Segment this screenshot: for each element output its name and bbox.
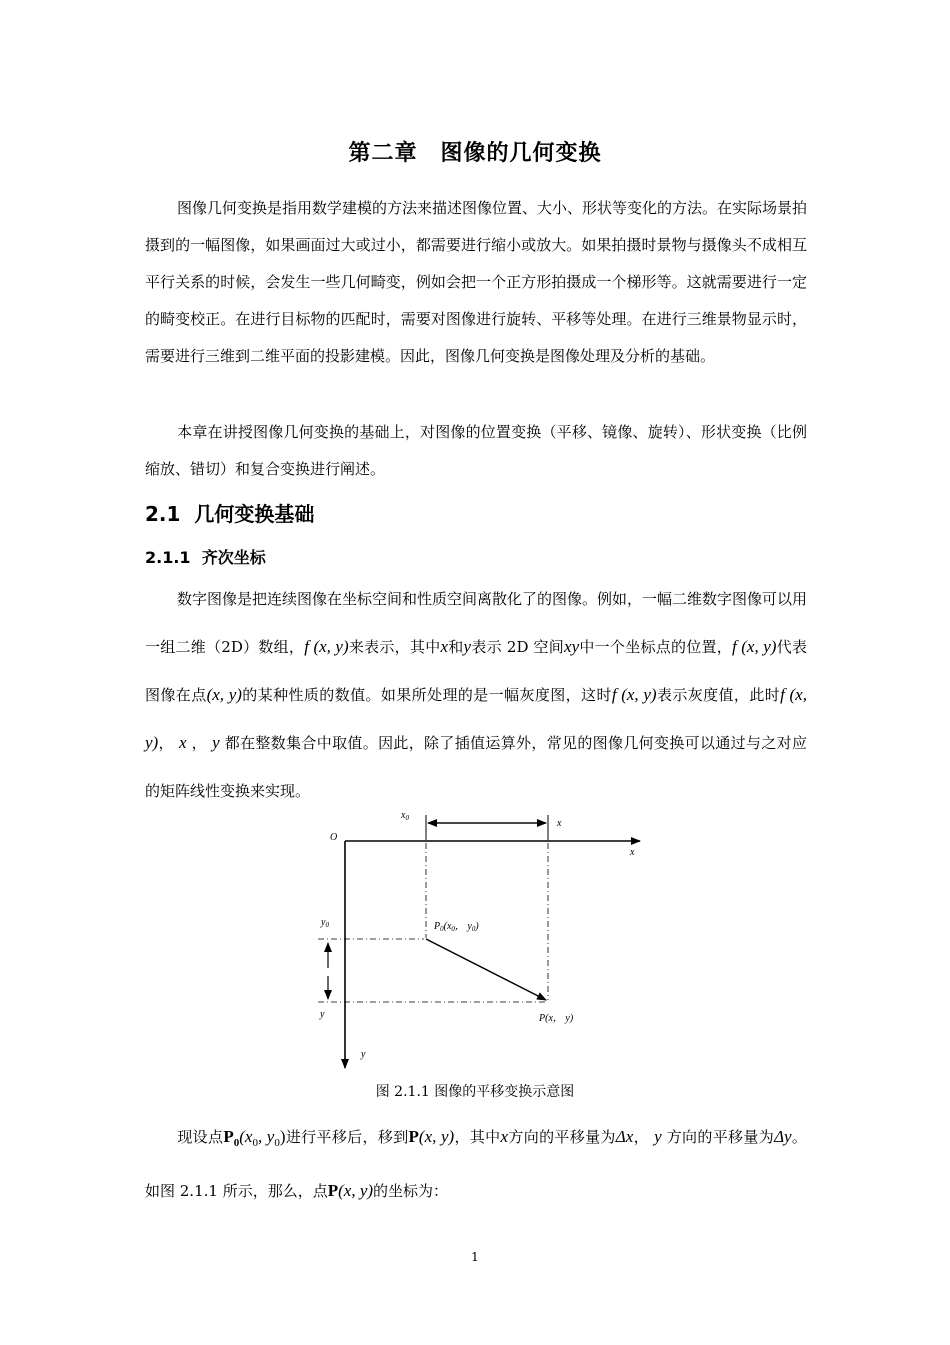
p4-math-p0-sub2: 0	[274, 1137, 280, 1149]
p4-text-5: ，	[633, 1128, 649, 1146]
label-y0-main: y	[321, 917, 326, 928]
figure-caption: 图 2.1.1 图像的平移变换示意图	[375, 1084, 575, 1100]
label-p0-sub: 0	[440, 925, 444, 933]
p4-math-p2-coords: (x, y)	[338, 1181, 374, 1200]
intro-paragraph-1-text: 图像几何变换是指用数学建模的方法来描述图像位置、大小、形状等变化的方法。在实际场景拍摄到的一幅图像，如果画面过大或过小，都需要进行缩小或放大。如果拍摄时景物与摄像头不成相互平行关系的时候，会发生一些几何畸变，例如会把一个正方形拍摄成一个梯形等。这就需要进行一定的畸变校正。在进行目标物的匹配时，需要对图像进行旋转、平移等处理。在进行三维景物显示时，需要进行三维到二维平面的投影建模。因此，图像几何变换是图像处理及分析的基础。	[145, 199, 808, 365]
p4-math-p0-mid: , y	[257, 1127, 275, 1146]
p4-math-P2: P	[327, 1181, 339, 1200]
p4-math-p0-coords: (x	[239, 1127, 253, 1146]
p3-math-point: (x, y)	[206, 685, 242, 704]
label-p0-coords-b: 0	[451, 925, 455, 933]
p3-text-11: 都在整数集合中取值。因此，除了插值运算外，常见的图像几何变换可以通过与之对应的矩阵线性变换来实现。	[145, 734, 807, 800]
p4-math-dx: Δx	[615, 1127, 634, 1146]
p3-math-xy: xy	[564, 637, 580, 656]
p3-math-f1: f (x, y)	[304, 637, 349, 656]
intro-paragraph-2-text: 本章在讲授图像几何变换的基础上，对图像的位置变换（平移、镜像、旋转）、形状变换（比例缩放、错切）和复合变换进行阐述。	[145, 423, 807, 478]
label-p0	[433, 921, 479, 933]
section-number: 2.1	[145, 502, 181, 526]
subsection-title: 齐次坐标	[201, 548, 266, 567]
label-p0-main: P	[434, 921, 441, 932]
p4-math-dy: Δy	[774, 1127, 792, 1146]
p4-text-8: 的坐标为：	[373, 1182, 449, 1200]
p4-text-4: 方向的平移量为	[508, 1128, 616, 1146]
p4-text-7: 。如图 2.1.1 所示，那么，点	[145, 1128, 807, 1200]
p3-text-4: 表示 2D 空间	[471, 638, 565, 656]
label-x0-sub: 0	[405, 814, 409, 822]
subsection-number: 2.1.1	[145, 548, 191, 567]
p3-text-10: ，	[191, 734, 207, 752]
p3-text-1: 数字图像是把连续图像在坐标空间和性质空间离散化了的图像。例如，一幅二维数字图像可以用一组二维（2D）数组，	[145, 590, 808, 656]
p4-math-P0: P	[223, 1127, 234, 1146]
p3-text-2: 来表示，其中	[348, 638, 441, 656]
intro-paragraph-1	[145, 190, 807, 375]
p4-text-2: 进行平移后，移到	[285, 1128, 409, 1146]
p3-math-x2: x	[179, 733, 187, 752]
p3-math-x: x	[440, 637, 449, 656]
intro-paragraph-2	[145, 414, 807, 488]
p4-math-P0-sub: 0	[233, 1137, 240, 1149]
p3-text-5: 中一个坐标点的位置，	[579, 638, 733, 656]
p3-text-9: ，	[158, 734, 174, 752]
p3-math-f2: f (x, y)	[732, 637, 777, 656]
p3-math-f3: f (x, y)	[611, 685, 657, 704]
translation-diagram	[300, 805, 660, 1075]
chapter-title: 第二章 图像的几何变换	[348, 141, 602, 166]
label-y0-sub: 0	[325, 921, 329, 929]
label-y0	[320, 917, 329, 929]
p4-text-6: 方向的平移量为	[666, 1128, 775, 1146]
translation-paragraph	[145, 1113, 807, 1215]
p4-math-P: P	[408, 1127, 419, 1146]
label-p0-coords-a: (x	[443, 921, 452, 932]
p3-math-y2: y	[212, 733, 220, 752]
p3-text-6: 代表图像在点	[145, 638, 807, 704]
label-y: y	[320, 1009, 325, 1020]
p3-text-7: 的某种性质的数值。如果所处理的是一幅灰度图，这时	[241, 686, 612, 704]
p3-text-8: 表示灰度值，此时	[656, 686, 781, 704]
p4-math-p0-end: )	[279, 1127, 286, 1146]
p3-math-y: y	[463, 637, 472, 656]
p4-math-y: y	[654, 1127, 662, 1146]
p4-math-x: x	[500, 1127, 509, 1146]
subsection-heading	[145, 545, 266, 568]
label-x0-main: x	[401, 810, 406, 821]
p3-math-f4: f (x, y)	[145, 685, 807, 752]
section-title: 几何变换基础	[194, 502, 315, 526]
p4-math-p0-sub1: 0	[252, 1137, 258, 1149]
label-p: P(x， y)	[539, 1013, 574, 1024]
p4-text-3: ，其中	[454, 1128, 501, 1146]
label-x-axis: x	[630, 847, 635, 858]
label-y-axis: y	[361, 1049, 366, 1060]
p4-math-p-coords: (x, y)	[418, 1127, 455, 1146]
label-p0-coords-d: 0	[471, 925, 476, 933]
page-number: 1	[471, 1250, 479, 1264]
homogeneous-coords-paragraph	[145, 575, 807, 815]
label-p0-coords-e: )	[475, 921, 479, 932]
translation-vector	[426, 939, 546, 1000]
section-heading	[145, 498, 314, 527]
label-p0-coords-c: ， y	[454, 921, 472, 932]
label-origin: O	[330, 832, 338, 843]
p4-text-1: 现设点	[177, 1128, 224, 1146]
label-x0	[400, 810, 409, 822]
p3-text-3: 和	[448, 638, 464, 656]
label-x-top: x	[557, 818, 562, 829]
